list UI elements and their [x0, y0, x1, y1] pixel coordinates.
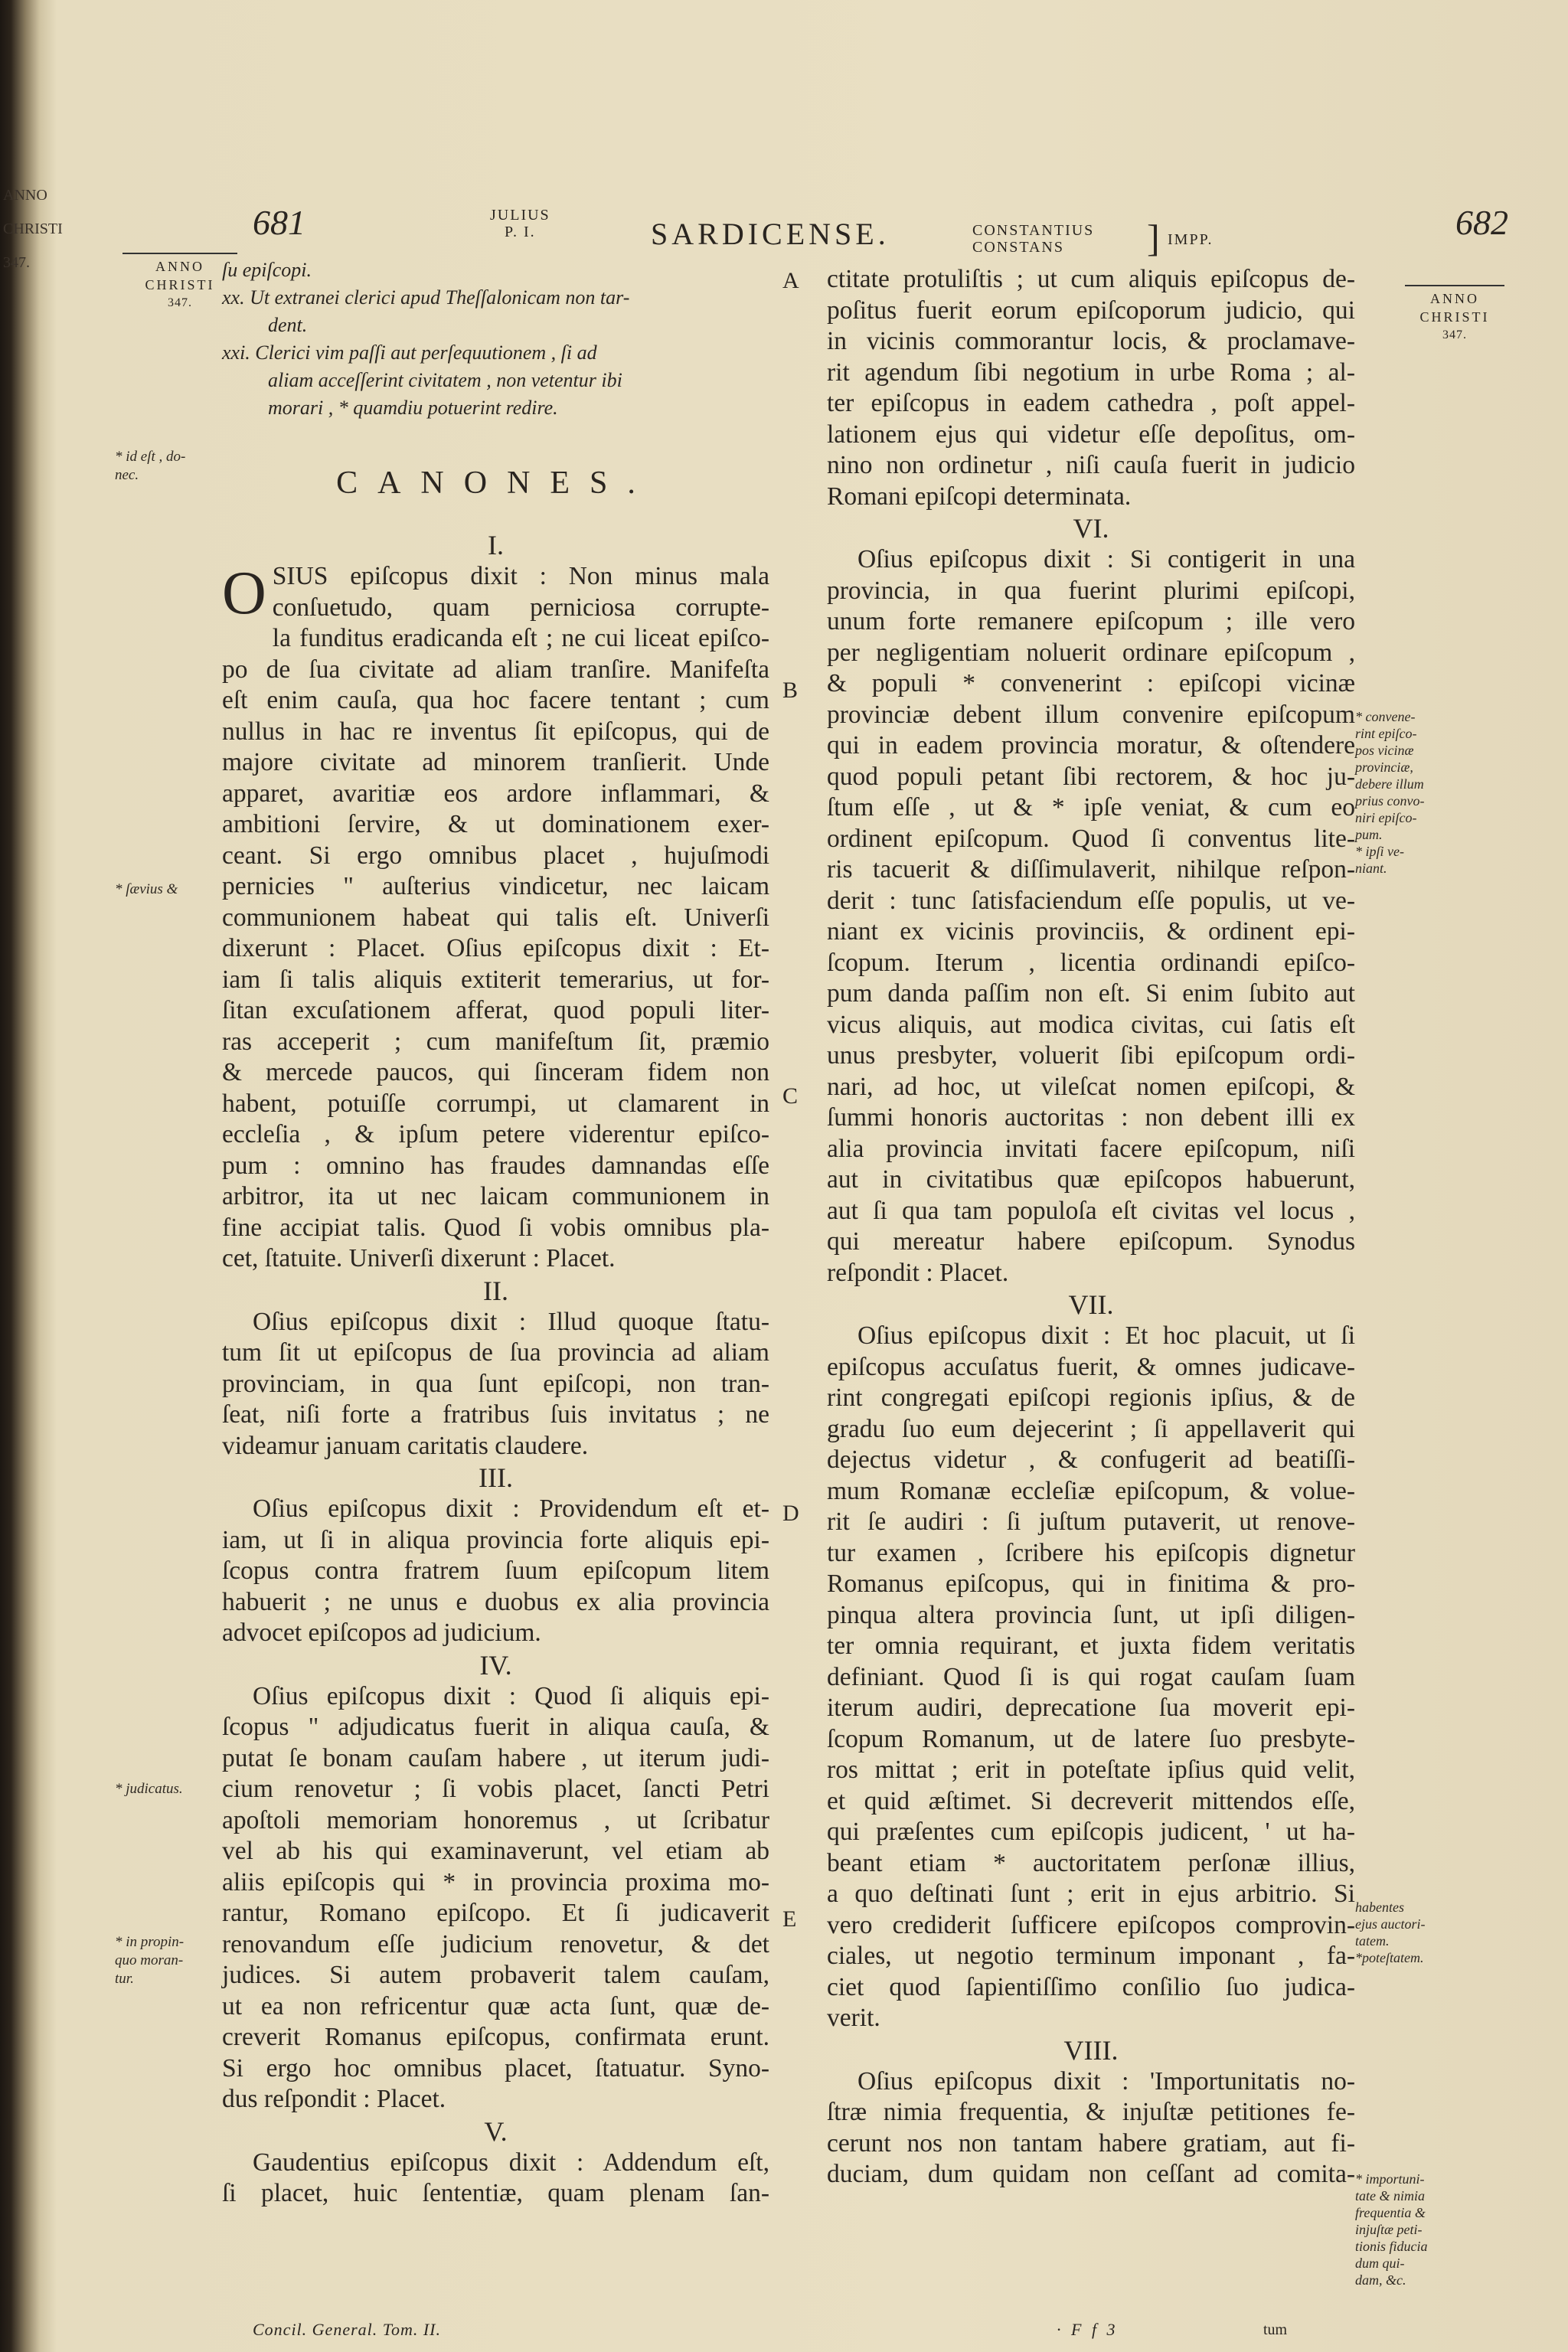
text-line: dixerunt : Placet. Oſius epiſcopus dixit : Et-	[222, 934, 769, 962]
text-line: unum forte remanere epiſcopum ; ille vero	[827, 607, 1355, 635]
canon-3	[222, 1494, 769, 1649]
text-line: rantur, Romano epiſcopo. Et ſi judicaverit	[222, 1899, 769, 1927]
christi-label: CHRISTI	[145, 277, 215, 292]
canones-heading: CANONES.	[336, 466, 655, 501]
margin-note-line: injuſtæ peti-	[1355, 2222, 1423, 2237]
right-column	[827, 264, 1355, 2190]
text-line: fine accipiat talis. Quod ſi vobis omnibus pla-	[222, 1213, 769, 1242]
text-line: qui præſentes cum epiſcopis judicent, ' ut ha-	[827, 1818, 1355, 1846]
margin-note-line: rint epiſco-	[1355, 726, 1417, 741]
text-line: rint congregati epiſcopi regionis ipſius, & de	[827, 1383, 1355, 1412]
text-line: videamur januam caritatis claudere.	[222, 1431, 589, 1460]
canon-number: VII.	[1068, 1289, 1114, 1320]
canon-number: VI.	[1073, 513, 1109, 544]
margin-note-line: frequentia &	[1355, 2205, 1426, 2220]
text-line: ros mittat ; erit in poteſtate ipſius quid velit,	[827, 1756, 1355, 1784]
text-line: ſeat, niſi forte a fratribus ſuis invitatus ; ne	[222, 1400, 769, 1429]
text-line: unus presbyter, voluerit ſibi epiſcopum ordi-	[827, 1041, 1355, 1070]
text-line: poſitus fuerit eorum epiſcoporum judicio, qui	[827, 296, 1355, 325]
canon-5-continued	[827, 264, 1355, 512]
margin-note-line: niri epiſco-	[1355, 810, 1417, 825]
margin-note-line: tate & nimia	[1355, 2188, 1425, 2203]
text-line: creverit Romanus epiſcopus, confirmata erunt.	[222, 2023, 769, 2051]
text-line: iam, ut ſi in aliqua provincia forte aliquis epi-	[222, 1525, 769, 1554]
text-line: provinciam, in qua ſunt epiſcopi, non tran-	[222, 1369, 769, 1398]
section-letter: D	[782, 1501, 799, 1526]
text-line: ciet quod ſapientiſſimo conſilio ſuo judica-	[827, 1972, 1355, 2001]
year-label: 347.	[1442, 328, 1467, 341]
text-line: po de ſua civitate ad aliam tranſire. Manifeſta	[222, 655, 769, 684]
section-letter: A	[782, 268, 799, 293]
text-line: rit agendum ſibi negotium in urbe Roma ; al-	[827, 358, 1355, 387]
margin-note	[115, 448, 230, 485]
text-line: habent, potuiſſe corrumpi, ut clamarent in	[222, 1089, 769, 1118]
text-line: iterum audiri, deprecatione ſua moverit epi-	[827, 1694, 1355, 1722]
emperor-1: CONSTANTIUS	[972, 222, 1095, 239]
chapter-list	[222, 256, 769, 422]
emperor-2: CONSTANS	[972, 239, 1064, 256]
text-line: eccleſia , & ipſum petere viderentur epiſco-	[222, 1120, 769, 1148]
gutter-christi: CHRISTI	[3, 220, 63, 237]
text-line: nino non ordinetur , niſi cauſa fuerit in judicio	[827, 451, 1355, 479]
text-line: putat ſe bonam cauſam habere , ut iterum judi-	[222, 1743, 769, 1772]
text-line: advocet epiſcopos ad judicium.	[222, 1619, 541, 1647]
facing-page-margin	[3, 184, 63, 285]
left-column	[222, 256, 769, 2210]
text-line: pum danda paſſim non eſt. Si enim ſubito aut	[827, 979, 1355, 1008]
text-line: aliam acceſſerint civitatem , non vetentur ibi	[268, 369, 622, 391]
anno-label: ANNO	[1430, 291, 1479, 306]
margin-note: * ſævius &	[115, 881, 178, 897]
text-line: majore civitate ad minorem tranſierit. Unde	[222, 748, 769, 776]
text-line: xx. Ut extranei clerici apud Theſſalonicam non tar-	[222, 286, 630, 309]
text-line: iam ſi talis aliquis extiterit temerarius, ut for-	[222, 965, 769, 994]
running-header	[122, 201, 1524, 262]
text-line: tum ſit ut epiſcopus de ſua provincia ad aliam	[222, 1338, 769, 1367]
text-line: ſcopus " adjudicatus fuerit in aliqua cauſa, &	[222, 1713, 769, 1741]
pope-sub: P. I.	[505, 224, 536, 240]
text-line: duciam, dum quidam non ceſſant ad comita-	[827, 2160, 1355, 2188]
year-label: 347.	[168, 296, 192, 309]
page-number-left: 681	[253, 203, 305, 242]
text-line: reſpondit : Placet.	[827, 1258, 1009, 1287]
text-line: xxi. Clerici vim paſſi aut perſequutionem , ſi ad	[222, 341, 597, 364]
text-line: & populi * convenerint : epiſcopi vicinæ	[827, 669, 1355, 697]
text-line: niant ex vicinis provinciis, & ordinent epi-	[827, 917, 1355, 946]
canon-1	[222, 561, 769, 1275]
margin-note	[1355, 1899, 1447, 1966]
text-line: Oſius epiſcopus dixit : Quod ſi aliquis epi-	[253, 1681, 769, 1710]
text-line: dent.	[268, 314, 308, 336]
canon-number: III.	[479, 1462, 513, 1493]
text-line: alia provincia invitati facere epiſcopum, niſi	[827, 1134, 1355, 1163]
text-line: nari, ad hoc, ut vileſcat nomen epiſcopi, &	[827, 1072, 1355, 1101]
margin-note-line: tionis fiducia	[1355, 2239, 1428, 2254]
margin-note-line: pum.	[1355, 827, 1383, 842]
text-line: verit.	[827, 2004, 880, 2032]
text-line: cerunt nos non tantam habere gratiam, aut fi-	[827, 2128, 1355, 2158]
text-line: vicus aliquis, aut modica civitas, cui ſatis eſt	[827, 1010, 1355, 1039]
text-line: ſummi honoris auctoritas : non debent illi ex	[827, 1103, 1355, 1132]
text-line: Oſius epiſcopus dixit : Providendum eſt et-	[253, 1494, 769, 1523]
text-line: pernicies " auſterius vindicetur, nec laicam	[222, 872, 769, 900]
margin-note-line: tur.	[115, 1971, 134, 1987]
text-line: nullus in hac re inventus ſit epiſcopus, qui de	[222, 717, 769, 746]
text-line: dus reſpondit : Placet.	[222, 2085, 446, 2113]
text-line: habuerit ; ne unus e duobus ex alia provincia	[222, 1587, 769, 1616]
text-line: ſcopus contra fratrem ſuum epiſcopum litem	[222, 1557, 769, 1585]
imp-label: IMPP.	[1168, 231, 1214, 248]
text-line: conſuetudo, quam perniciosa corrupte-	[272, 593, 769, 622]
text-line: renovandum eſſe judicium renovetur, & det	[222, 1929, 769, 1958]
text-line: ris tacuerit & diſſimulaverit, nihilque reſpon-	[827, 855, 1355, 884]
text-line: ſtum eſſe , ut & * ipſe veniat, & cum eo	[827, 793, 1355, 822]
section-letter: B	[782, 678, 799, 703]
text-line: Oſius epiſcopus dixit : Et hoc placuit, ut ſi	[858, 1321, 1355, 1350]
text-line: ciales, ut negotio terminum imponant , fa-	[827, 1942, 1355, 1970]
catchword: tum	[1263, 2321, 1288, 2338]
text-line: & mercede paucos, qui ſinceram fidem non	[222, 1058, 769, 1086]
text-line: communionem habeat qui talis eſt. Univerſi	[222, 903, 769, 932]
text-line: quod populi petant ſibi rectorem, & hoc ju-	[827, 762, 1355, 791]
text-line: ſi placet, huic ſententiæ, quam plenam ſan-	[222, 2179, 769, 2207]
text-line: per negligentiam noluerit ordinare epiſcopum ,	[827, 638, 1355, 667]
margin-note-line: pos vicinæ	[1355, 743, 1414, 758]
text-line: mum Romanæ eccleſiæ epiſcopum, & volue-	[827, 1476, 1355, 1505]
text-line: ter omnia requirant, et juxta fidem veritatis	[827, 1632, 1355, 1660]
text-line: definiant. Quod ſi is qui rogat cauſam ſuam	[827, 1662, 1355, 1691]
text-line: judices. Si autem probaverit talem cauſam,	[222, 1961, 769, 1989]
margin-note-line: tatem.	[1355, 1933, 1390, 1949]
brace-glyph: ]	[1147, 217, 1160, 260]
text-line: beant etiam * auctoritatem perſonæ illius,	[827, 1848, 1355, 1877]
pope-label	[490, 207, 550, 240]
canon-number: II.	[483, 1275, 508, 1306]
footer-signature: Concil. General. Tom. II.	[253, 2320, 442, 2339]
text-line: ſtræ nimia frequentia, & injuſtæ petitiones fe-	[827, 2098, 1355, 2126]
text-line: vero crediderit ſufficere epiſcopos comprovin-	[827, 1910, 1355, 1939]
text-line: provinciæ debent illum convenire epiſcopum	[827, 700, 1355, 729]
margin-note-line: provinciæ,	[1355, 760, 1413, 775]
text-line: ctitate protuliſtis ; ut cum aliquis epiſcopus de-	[827, 265, 1355, 293]
text-line: epiſcopus accuſatus fuerit, & omnes judicave-	[827, 1352, 1355, 1381]
text-line: arbitror, ita ut nec laicam communionem in	[222, 1182, 769, 1210]
drop-cap: O	[222, 560, 266, 627]
anno-label: ANNO	[155, 259, 204, 274]
section-letter: E	[782, 1906, 797, 1932]
margin-note-line: * convene-	[1355, 709, 1416, 724]
text-line: ſcopum Romanum, ut de latere ſuo presbyte-	[827, 1724, 1355, 1753]
text-line: rit ſe audiri : ſi juſtum putaverit, ut renove-	[827, 1508, 1355, 1536]
text-line: ſu epiſcopi.	[222, 259, 312, 281]
text-line: la funditus eradicanda eſt ; ne cui liceat epiſco-	[272, 624, 769, 652]
margin-note-line: * ipſi ve-	[1355, 844, 1404, 859]
christi-label: CHRISTI	[1419, 309, 1490, 325]
text-line: apparet, avaritiæ eos ardore inflammari, &	[222, 779, 769, 808]
text-line: provincia, in qua fuerint plurimi epiſcopi,	[827, 576, 1355, 605]
text-line: aliis epiſcopis qui * in provincia proxima mo-	[222, 1867, 769, 1896]
margin-note-line: prius convo-	[1355, 793, 1425, 808]
text-line: ordinent epiſcopum. Quod ſi conventus lite-	[827, 824, 1355, 853]
canon-number: VIII.	[1063, 2034, 1119, 2066]
margin-note-line: quo moran-	[115, 1952, 184, 1968]
text-line: ambitioni ſervire, & ut dominationem exer-	[222, 810, 769, 838]
text-line: Oſius epiſcopus dixit : Illud quoque ſtatu-	[253, 1307, 769, 1336]
text-line: ceant. Si ergo omnibus placet , hujuſmodi	[222, 841, 769, 870]
text-line: aut in civitatibus quæ epiſcopos habuerunt,	[827, 1165, 1355, 1194]
pope-name: JULIUS	[490, 207, 550, 224]
page-number-right: 682	[1455, 203, 1508, 242]
canon-8	[827, 2066, 1355, 2190]
margin-note-line: *poteſtatem.	[1355, 1950, 1424, 1965]
text-line: et quid æſtimet. Si decreverit mittendos eſſe,	[827, 1786, 1355, 1815]
text-line: Oſius epiſcopus dixit : Si contigerit in una	[858, 545, 1355, 573]
canon-6	[827, 544, 1355, 1289]
footer-signature-mark: · F f 3	[1057, 2320, 1119, 2339]
text-line: qui mereatur habere epiſcopum. Synodus	[827, 1227, 1355, 1256]
text-line: a quo deſtinati ſunt ; erit in ejus arbitrio. Si	[827, 1880, 1355, 1908]
margin-note-line: * in propin-	[115, 1934, 185, 1950]
text-line: Oſius epiſcopus dixit : 'Importunitatis no-	[858, 2066, 1355, 2096]
text-line: Romanus epiſcopus, qui in finitima & pro-	[827, 1570, 1355, 1598]
margin-note-line: dum qui-	[1355, 2256, 1405, 2271]
text-line: Romani epiſcopi determinata.	[827, 482, 1132, 511]
text-line: derit : tunc ſatisfaciendum eſſe populis, ut ve-	[827, 886, 1355, 915]
gutter-year: 347.	[3, 254, 30, 271]
margin-note-line: * id eſt , do-	[115, 449, 186, 465]
anno-christi-right	[1405, 285, 1504, 345]
text-line: ras acceperit ; cum manifeſtum ſit, præmio	[222, 1027, 769, 1056]
text-line: cet, ſtatuite. Univerſi dixerunt : Placet.	[222, 1244, 616, 1272]
text-line: dejectus videtur , & confugerit ad beatiſſi-	[827, 1446, 1355, 1474]
margin-note-line: debere illum	[1355, 776, 1424, 792]
text-line: ſcopum. Iterum , licentia ordinandi epiſco-	[827, 948, 1355, 977]
page-title: SARDICENSE.	[651, 217, 890, 251]
margin-note	[1355, 708, 1447, 877]
text-line: morari , * quamdiu potuerint redire.	[268, 397, 558, 419]
text-line: aut ſi qua tam populoſa eſt civitas vel locus ,	[827, 1196, 1355, 1225]
text-line: pum : omnino has fraudes damnandas eſſe	[222, 1151, 769, 1180]
text-line: qui in eadem provincia moratur, & oſtendere	[827, 731, 1355, 760]
text-line: apoſtoli memoriam honoremus , ut ſcribatur	[222, 1805, 769, 1834]
margin-note-line: habentes	[1355, 1900, 1404, 1915]
text-line: in vicinis commorantur locis, & proclamave-	[827, 327, 1355, 355]
margin-note: * judicatus.	[115, 1781, 183, 1797]
canon-number: IV.	[479, 1649, 512, 1681]
canon-2	[222, 1307, 769, 1462]
canon-7	[827, 1321, 1355, 2034]
text-line: Gaudentius epiſcopus dixit : Addendum eſt,	[253, 2148, 769, 2177]
canon-4	[222, 1681, 769, 2115]
text-line: lationem ejus qui videtur eſſe depoſitus, om-	[827, 420, 1355, 449]
text-line: gradu ſuo eum dejecerint ; ſi appellaverit qui	[827, 1414, 1355, 1443]
margin-note-line: * importuni-	[1355, 2171, 1425, 2187]
gutter-anno: ANNO	[3, 187, 47, 204]
canon-5	[222, 2148, 769, 2210]
margin-note-line: nec.	[115, 467, 139, 483]
text-line: SIUS epiſcopus dixit : Non minus mala	[272, 562, 769, 590]
text-line: ut ea non refricentur quæ acta ſunt, quæ de-	[222, 1991, 769, 2020]
text-line: ter epiſcopus in eadem cathedra , poſt appel-	[827, 389, 1355, 417]
text-line: tur examen , ſcribere his epiſcopis dignetur	[827, 1538, 1355, 1567]
anno-christi-left	[122, 253, 237, 312]
margin-note-line: dam, &c.	[1355, 2272, 1406, 2288]
margin-note-line: niant.	[1355, 861, 1387, 876]
text-line: Si ergo hoc omnibus placet, ſtatuatur. Syno-	[222, 2053, 769, 2082]
emperors-label	[972, 222, 1094, 256]
text-line: vel ab his qui examinaverunt, vel etiam ab	[222, 1837, 769, 1865]
text-line: eſt enim cauſa, qua hoc facere tentant ; cum	[222, 686, 769, 714]
margin-note	[115, 1933, 230, 1988]
margin-note	[1355, 2171, 1447, 2288]
text-line: ſitan excuſationem afferat, quod populi liter-	[222, 996, 769, 1024]
section-letter: C	[782, 1083, 799, 1109]
text-line: pinqua altera provincia ſunt, ut ipſi diligen-	[827, 1600, 1355, 1629]
text-line: cium renovetur ; ſi vobis placet, ſancti Petri	[222, 1775, 769, 1803]
margin-note-line: ejus auctori-	[1355, 1916, 1426, 1932]
canon-number: V.	[484, 2115, 508, 2147]
canon-number: I.	[488, 530, 504, 560]
